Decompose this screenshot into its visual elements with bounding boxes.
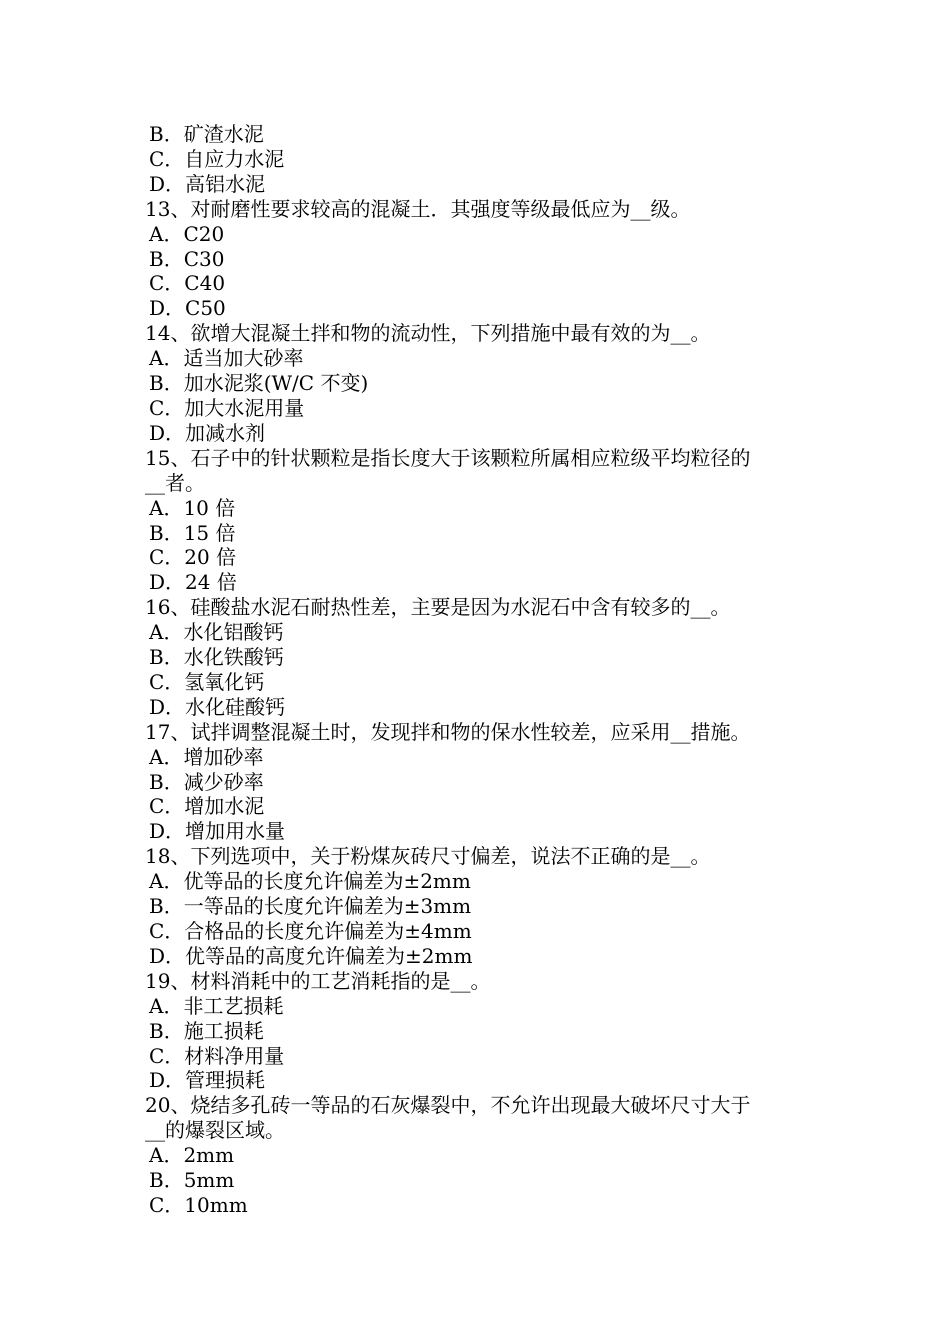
answer-option: A．10 倍 bbox=[149, 495, 236, 520]
answer-option: D．高铝水泥 bbox=[149, 171, 266, 196]
question-text: 15、石子中的针状颗粒是指长度大于该颗粒所属相应粒级平均粒径的 bbox=[145, 445, 751, 470]
question-text: 19、材料消耗中的工艺消耗指的是__。 bbox=[145, 968, 491, 993]
answer-option: B．施工损耗 bbox=[149, 1018, 264, 1043]
answer-option: A．适当加大砂率 bbox=[149, 346, 304, 371]
question-text: 20、烧结多孔砖一等品的石灰爆裂中，不允许出现最大破坏尺寸大于 bbox=[145, 1093, 751, 1118]
answer-option: D．水化硅酸钙 bbox=[149, 694, 286, 719]
question-text: 17、试拌调整混凝土时，发现拌和物的保水性较差，应采用__措施。 bbox=[145, 719, 751, 744]
answer-option: A．优等品的长度允许偏差为±2mm bbox=[149, 869, 471, 894]
answer-option: C．加大水泥用量 bbox=[149, 395, 305, 420]
answer-option: D．管理损耗 bbox=[149, 1068, 266, 1093]
answer-option: D．加减水剂 bbox=[149, 420, 266, 445]
answer-option: C．合格品的长度允许偏差为±4mm bbox=[149, 919, 472, 943]
answer-option: B．矿渣水泥 bbox=[149, 122, 264, 146]
question-text: 13、对耐磨性要求较高的混凝土．其强度等级最低应为__级。 bbox=[145, 196, 691, 221]
question-text: 14、欲增大混凝土拌和物的流动性，下列措施中最有效的为__。 bbox=[145, 321, 711, 346]
answer-option: A．C20 bbox=[149, 221, 225, 246]
answer-option: B．C30 bbox=[149, 246, 225, 271]
answer-option: C．材料净用量 bbox=[149, 1043, 285, 1068]
answer-option: B．5mm bbox=[149, 1168, 235, 1193]
answer-option: A．增加砂率 bbox=[149, 744, 264, 769]
answer-option: B．一等品的长度允许偏差为±3mm bbox=[149, 894, 472, 919]
answer-option: D．增加用水量 bbox=[149, 819, 286, 844]
question-text: __者。 bbox=[145, 470, 205, 495]
answer-option: C．10mm bbox=[149, 1192, 248, 1217]
answer-option: B．15 倍 bbox=[149, 520, 236, 545]
answer-option: C．增加水泥 bbox=[149, 794, 265, 819]
answer-option: A．2mm bbox=[149, 1143, 235, 1168]
answer-option: C．自应力水泥 bbox=[149, 146, 285, 171]
document-body bbox=[145, 122, 815, 1218]
question-text: 18、下列选项中，关于粉煤灰砖尺寸偏差，说法不正确的是__。 bbox=[145, 844, 711, 869]
question-text: 16、硅酸盐水泥石耐热性差，主要是因为水泥石中含有较多的__。 bbox=[145, 595, 731, 620]
answer-option: D．C50 bbox=[149, 296, 226, 321]
answer-option: A．非工艺损耗 bbox=[149, 993, 284, 1018]
question-text: __的爆裂区域。 bbox=[145, 1118, 285, 1143]
answer-option: B．减少砂率 bbox=[149, 769, 264, 794]
answer-option: C．C40 bbox=[149, 271, 226, 296]
answer-option: C．氢氧化钙 bbox=[149, 669, 265, 694]
answer-option: A．水化铝酸钙 bbox=[149, 620, 284, 645]
answer-option: B．加水泥浆(W/C 不变) bbox=[149, 371, 369, 396]
answer-option: C．20 倍 bbox=[149, 545, 237, 570]
answer-option: D．优等品的高度允许偏差为±2mm bbox=[149, 943, 473, 968]
answer-option: D．24 倍 bbox=[149, 570, 237, 595]
answer-option: B．水化铁酸钙 bbox=[149, 645, 284, 670]
